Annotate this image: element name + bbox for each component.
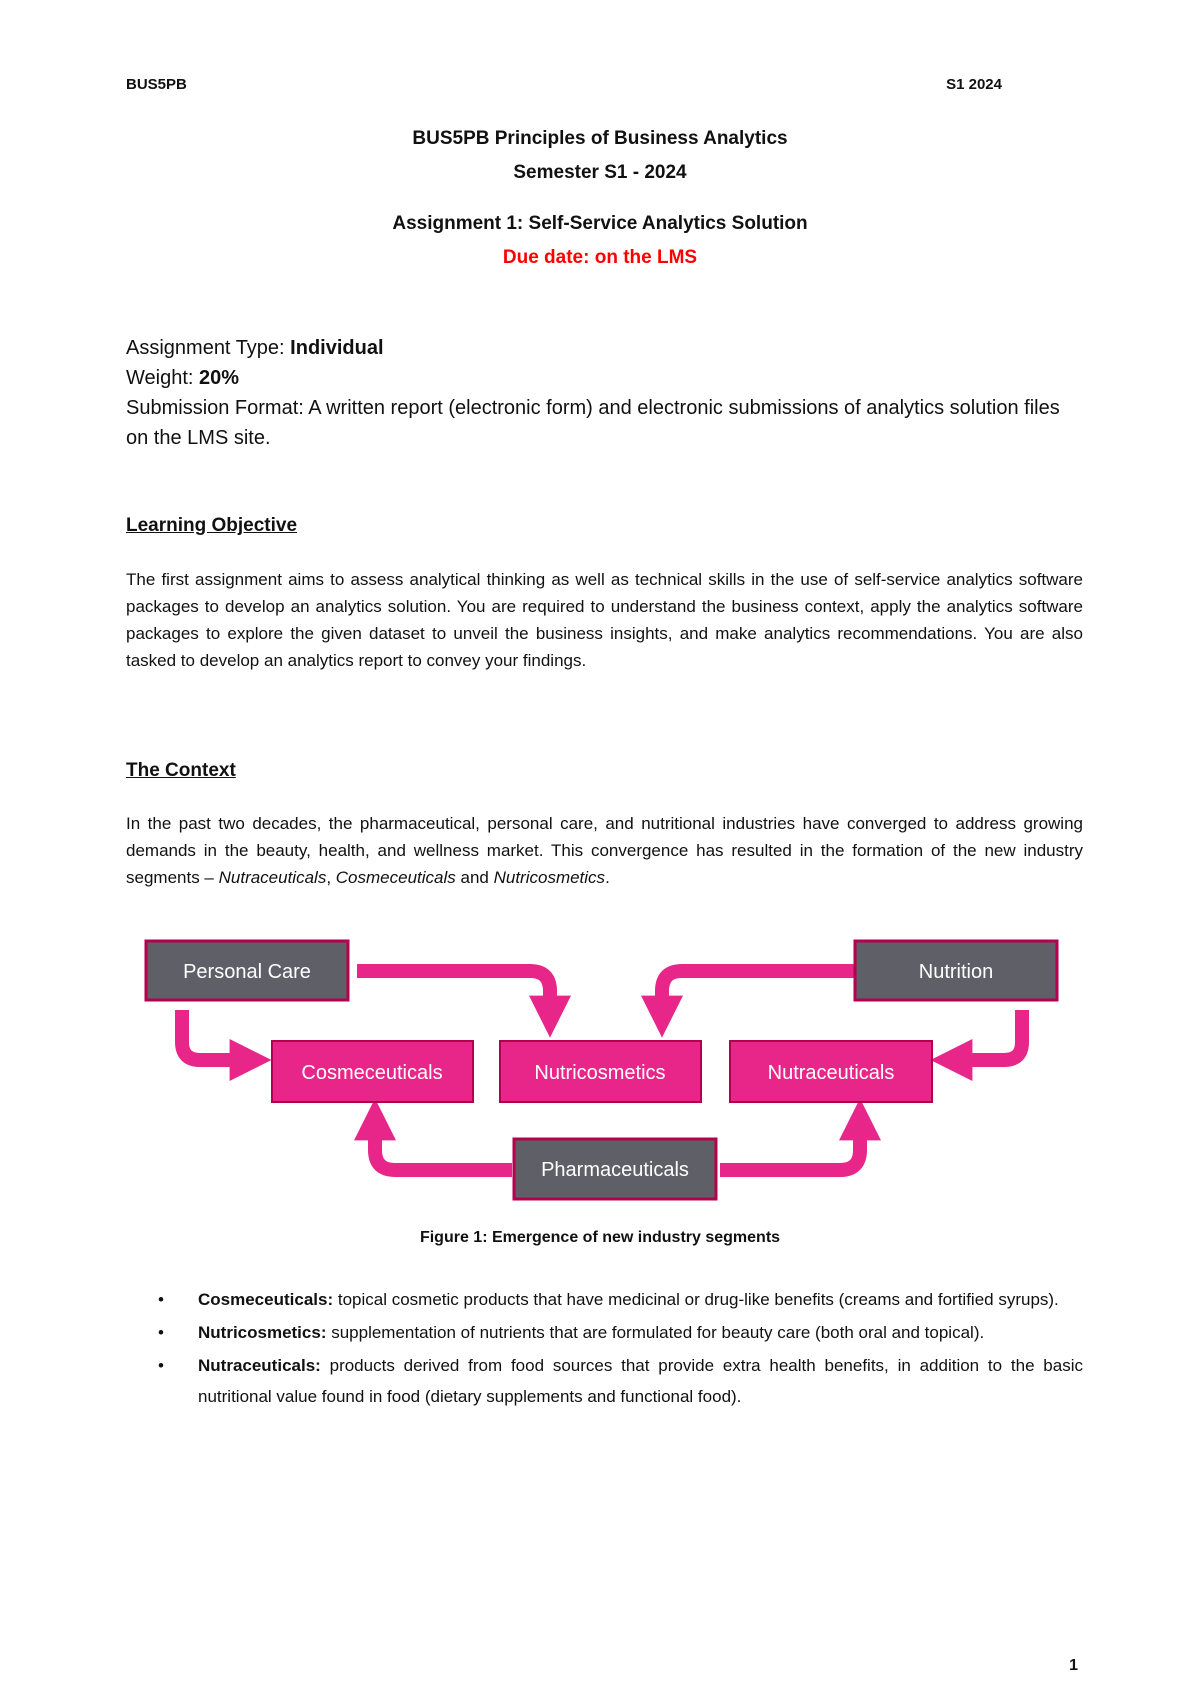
arrow-pharma-to-nutraceuticals [720,1118,860,1170]
bullet-icon: • [158,1356,164,1375]
box-nutricosmetics [500,1041,701,1102]
list-item [126,1350,1083,1412]
assignment-title: Assignment 1: Self-Service Analytics Solution [392,213,808,234]
segment-nutraceuticals: Nutraceuticals [218,868,327,887]
arrow-pharma-to-cosmeceuticals [375,1118,512,1170]
box-pharmaceuticals-label: Pharmaceuticals [541,1159,689,1181]
box-nutricosmetics-label: Nutricosmetics [534,1062,666,1084]
header-semester: S1 2024 [946,76,1002,93]
box-nutrition [855,941,1057,1000]
context-sep-1: , [326,868,336,887]
weight-label: Weight: [126,367,199,389]
learning-objective-heading: Learning Objective [126,515,298,536]
context-end: . [605,868,610,887]
arrow-nutrition-to-nutricosmetics [662,971,855,1018]
submission-format-value: A written report (electronic form) and electronic submissions of analytics solution files on the LMS site. [126,397,1060,449]
page-number: 1 [1069,1657,1078,1674]
definition-text: supplementation of nutrients that are formulated for beauty care (both oral and topical). [326,1323,985,1342]
box-personal-care [146,941,348,1000]
figure-caption: Figure 1: Emergence of new industry segments [419,1229,781,1246]
box-nutrition-label: Nutrition [918,961,994,983]
segment-cosmeceuticals: Cosmeceuticals [335,868,456,887]
submission-format-label: Submission Format: [126,397,309,419]
assignment-type-label: Assignment Type: [126,337,291,359]
box-cosmeceuticals-label: Cosmeceuticals [301,1062,443,1084]
segment-definitions-list [126,1284,1083,1414]
document-title: BUS5PB Principles of Business Analytics [412,128,788,149]
arrow-nutrition-to-nutraceuticals [950,1010,1022,1060]
box-pharmaceuticals [514,1139,716,1199]
arrow-personalcare-to-nutricosmetics [357,971,550,1018]
definition-term: Nutricosmetics: [198,1323,327,1342]
document-semester: Semester S1 - 2024 [513,162,687,183]
assignment-type-value: Individual [290,337,384,359]
definition-text: products derived from food sources that provide extra health benefits, in addition to the basic nutritional value found in food (dietary supplements and functional food). [198,1356,1083,1406]
definition-term: Cosmeceuticals: [198,1290,334,1309]
definition-text: topical cosmetic products that have medicinal or drug-like benefits (creams and fortified syrups). [333,1290,1059,1309]
bullet-icon: • [158,1323,164,1342]
header-course-code: BUS5PB [126,76,187,93]
box-nutraceuticals-label: Nutraceuticals [767,1062,895,1084]
list-item [126,1284,1083,1315]
context-sep-2: and [455,868,494,887]
definition-term: Nutraceuticals: [198,1356,321,1375]
bullet-icon: • [158,1290,164,1309]
segment-nutricosmetics: Nutricosmetics [493,868,606,887]
box-cosmeceuticals [272,1041,473,1102]
weight-value: 20% [199,367,240,389]
list-item [126,1317,1083,1348]
learning-objective-text: The first assignment aims to assess analytical thinking as well as technical skills in the use of self-service analytics software packages to develop an analytics solution. You are required to understand the business context, apply the analytics software packages to explore the given dataset to unveil the business insights, and make analytics recommendations. You are also tasked to develop an analytics report to convey your findings. [126,570,1083,670]
context-heading: The Context [126,760,236,781]
arrow-personalcare-to-cosmeceuticals [182,1010,252,1060]
box-nutraceuticals [730,1041,932,1102]
context-text-a: In the past two decades, the pharmaceutical, personal care, and nutritional industries have converged to address growing demands in the beauty, health, and wellness market. This convergence has resulted in the formation of the new industry segments – [126,814,1083,887]
box-personal-care-label: Personal Care [183,961,311,983]
due-date: Due date: on the LMS [502,247,698,268]
